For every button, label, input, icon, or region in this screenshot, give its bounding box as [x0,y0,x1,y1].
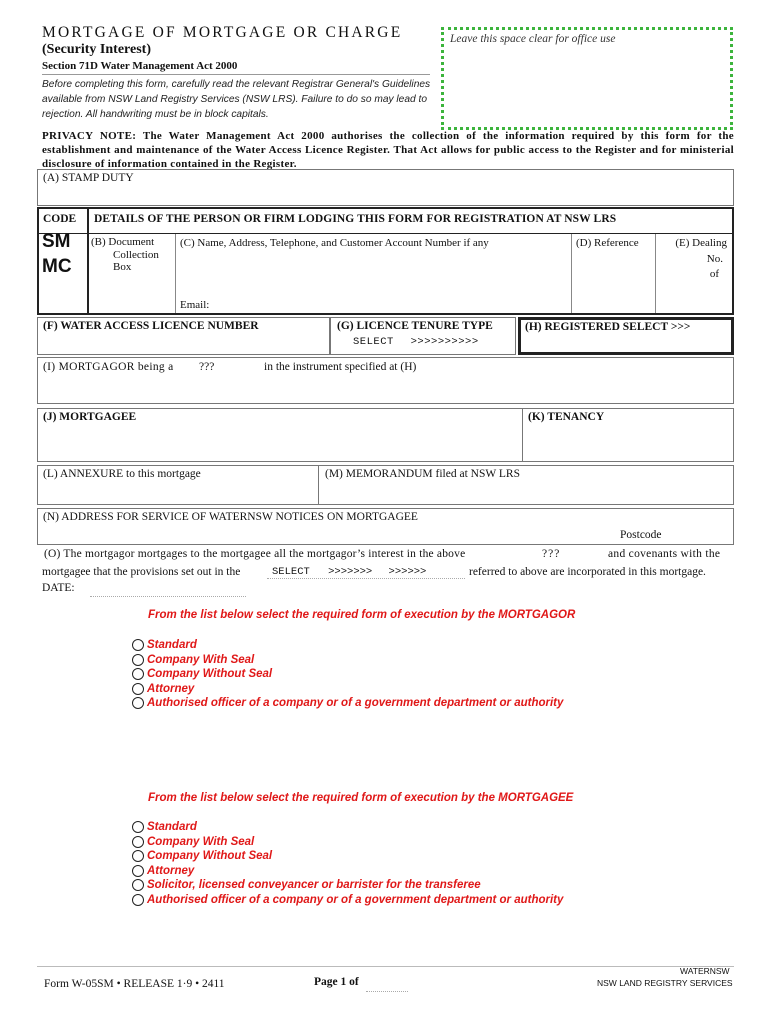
radio-button-icon[interactable] [132,879,144,891]
f-label: (F) WATER ACCESS LICENCE NUMBER [43,320,259,332]
execution-option[interactable] [132,893,563,907]
covenant-text-3: mortgagee that the provisions set out in the [42,566,241,578]
radio-button-icon[interactable] [132,654,144,666]
provisions-select-text: SELECT [272,566,310,578]
registered-select-box[interactable] [518,317,734,355]
radio-button-icon[interactable] [132,850,144,862]
covenant-value[interactable]: ??? [542,548,561,560]
covenant-text-1: (O) The mortgagor mortgages to the mortgagee all the mortgagor’s interest in the above [44,548,466,560]
form-id: Form W-05SM • RELEASE 1·9 • 2411 [44,978,225,990]
execution-option-label: Company Without Seal [147,668,273,680]
d-label: (D) Reference [576,237,639,249]
licence-tenure-box [330,317,516,355]
k-label: (K) TENANCY [528,411,605,423]
execution-option[interactable] [132,638,197,652]
form-title: MORTGAGE OF MORTGAGE OR CHARGE [42,24,403,41]
n-label: (N) ADDRESS FOR SERVICE OF WATERNSW NOTICES ON MORTGAGEE [43,511,418,523]
execution-option-label: Attorney [147,682,195,695]
i-suffix: in the instrument specified at (H) [264,361,417,373]
address-box[interactable] [37,508,734,545]
act-reference: Section 71D Water Management Act 2000 [42,60,238,72]
execution-option-label: Solicitor, licensed conveyancer or barrister for the transferee [147,879,481,891]
name-address-field[interactable] [180,251,568,297]
execution-option-label: Attorney [147,864,195,877]
email-label: Email: [180,299,210,311]
code-divider [87,209,89,313]
code-mc: MC [42,256,72,277]
c-label: (C) Name, Address, Telephone, and Customer Account Number if any [180,237,489,249]
b-label-2: Collection [113,248,159,261]
collection-box-divider [175,234,176,313]
instructions: Before completing this form, carefully read the relevant Registrar General's Guidelines available from NSW Land Registry Services (NSW LRS). Failure to do so may lead to rejection. All handwriting must be in block capitals. [42,79,431,120]
mortgagor-type-value[interactable]: ??? [199,361,215,373]
form-subtitle: (Security Interest) [42,42,151,57]
covenant-text-2: and covenants with the [608,548,721,560]
execution-option[interactable] [132,653,254,667]
l-label: (L) ANNEXURE to this mortgage [43,468,201,480]
b-label-3: Box [113,261,132,273]
e-label: (E) Dealing [675,237,727,249]
execution-option[interactable] [132,864,194,878]
h-label: (H) REGISTERED SELECT >>> [525,321,691,333]
execution-option[interactable] [132,878,481,892]
provisions-select[interactable] [267,566,465,579]
execution-option-label: Standard [147,821,197,833]
memorandum-box[interactable] [318,465,734,505]
execution-option-label: Standard [147,639,197,651]
radio-button-icon[interactable] [132,668,144,680]
dealing-divider [655,234,656,313]
radio-button-icon[interactable] [132,836,144,848]
dealing-number[interactable] [659,236,731,283]
execution-option-label: Company With Seal [147,835,255,848]
stamp-duty-label: (A) STAMP DUTY [43,172,134,184]
b-label: (B) Document [91,236,155,248]
postcode-label: Postcode [620,529,662,541]
page-count-field[interactable] [366,979,408,992]
annexure-box[interactable] [37,465,319,505]
execution-option[interactable] [132,849,272,863]
tenure-select-arrows: >>>>>>>>>> [410,336,479,348]
execution-option-label: Company With Seal [147,653,255,666]
org-waternsw: WATERNSW [680,966,730,976]
execution-option-label: Company Without Seal [147,850,273,862]
privacy-note [42,129,734,171]
radio-button-icon[interactable] [132,697,144,709]
privacy-label: PRIVACY NOTE: [42,130,137,142]
m-label: (M) MEMORANDUM filed at NSW LRS [325,468,520,480]
licence-tenure-select[interactable] [353,336,479,348]
radio-button-icon[interactable] [132,683,144,695]
radio-button-icon[interactable] [132,639,144,651]
date-field[interactable] [90,584,246,597]
licence-number-box[interactable] [37,317,330,355]
office-use-box [441,27,733,130]
privacy-text: The Water Management Act 2000 authorises the collection of the information required by this form for the establishment and maintenance of the Water Access Licence Register. That Act allows for public access to the Register and for ministerial disclosure of information contained in the Register. [42,130,734,170]
office-use-label: Leave this space clear for office use [450,33,616,45]
code-header: CODE [43,213,77,225]
lodging-box [37,207,734,315]
document-collection-box[interactable] [91,236,173,286]
execution-option[interactable] [132,696,563,710]
e-label-3: of [709,268,719,280]
e-label-2: No. [706,252,723,265]
mortgagor-execution-heading: From the list below select the required form of execution by the MORTGAGOR [148,609,576,621]
execution-option-label: Authorised officer of a company or of a government department or authority [147,893,564,906]
lodging-details-header: DETAILS OF THE PERSON OR FIRM LODGING THIS FORM FOR REGISTRATION AT NSW LRS [94,213,617,225]
radio-button-icon[interactable] [132,865,144,877]
execution-option[interactable] [132,820,197,834]
org-nsw-lrs: NSW LAND REGISTRY SERVICES [597,978,733,988]
covenant-text-4: referred to above are incorporated in this mortgage. [469,566,706,578]
mortgagor-box[interactable] [37,357,734,404]
execution-option[interactable] [132,682,194,696]
radio-button-icon[interactable] [132,821,144,833]
radio-button-icon[interactable] [132,894,144,906]
i-label: (I) MORTGAGOR being a [43,361,174,373]
reference-divider [571,234,572,313]
execution-option[interactable] [132,835,254,849]
j-label: (J) MORTGAGEE [43,411,137,423]
mortgagee-execution-heading: From the list below select the required form of execution by the MORTGAGEE [148,792,574,804]
execution-option-label: Authorised officer of a company or of a government department or authority [147,697,564,709]
page-label: Page 1 of [314,976,359,988]
separator-line [42,74,430,75]
g-label: (G) LICENCE TENURE TYPE [337,320,493,332]
mortgagee-box[interactable] [37,408,523,462]
reference-field[interactable] [574,251,652,311]
tenure-select-text: SELECT [353,336,394,348]
stamp-duty-box[interactable] [37,169,734,206]
footer-rule [37,966,734,967]
code-sm: SM [42,231,71,252]
provisions-arrows-2: >>>>>> [388,566,427,578]
lodging-header-divider [39,233,732,234]
tenancy-box[interactable] [522,408,734,462]
provisions-arrows-1: >>>>>>> [328,566,373,578]
date-label: DATE: [42,582,75,594]
execution-option[interactable] [132,667,272,681]
